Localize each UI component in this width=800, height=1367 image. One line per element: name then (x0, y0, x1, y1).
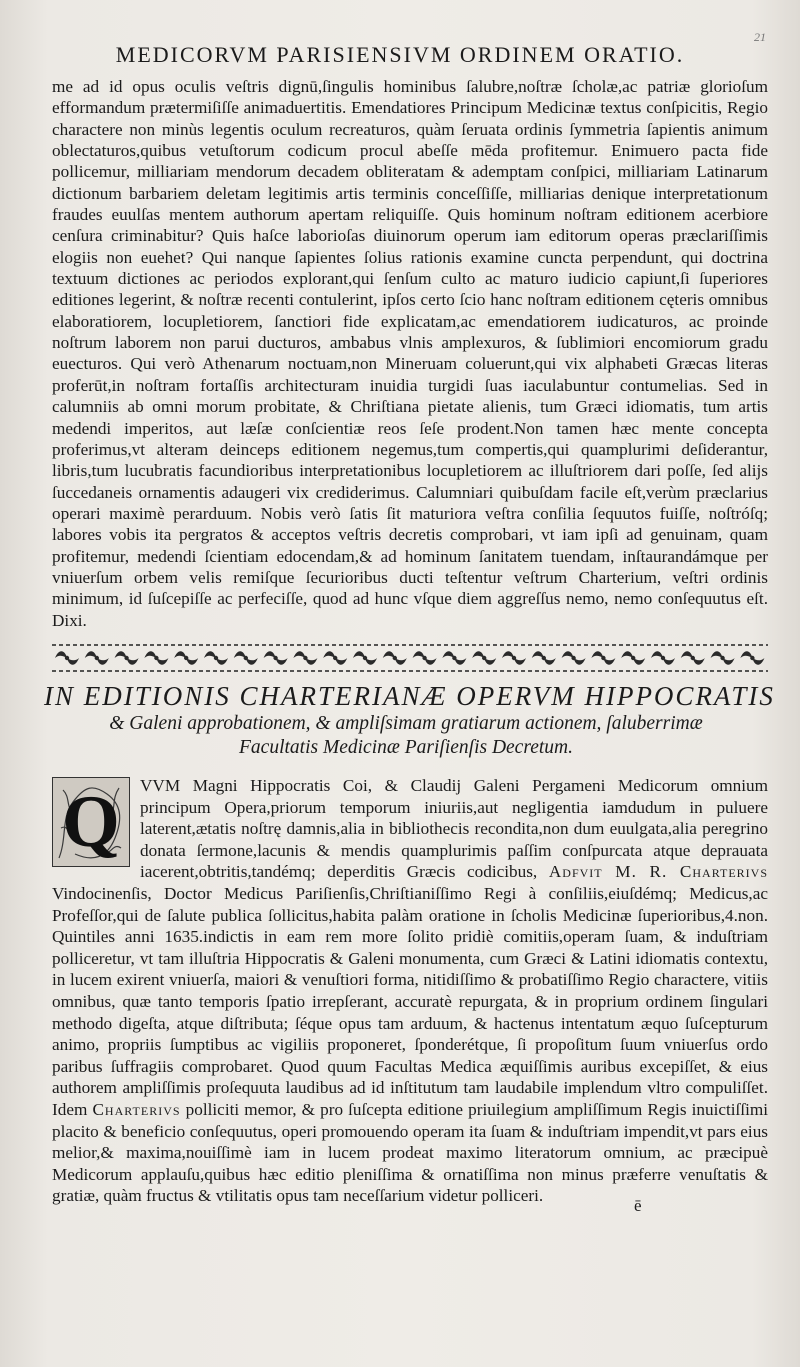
fleuron-dot-icon (720, 656, 724, 660)
fleuron-dot-icon (303, 656, 307, 660)
fleuron-dot-icon (601, 656, 605, 660)
fleuron-dot-icon (95, 656, 99, 660)
folio-number: 21 (754, 30, 766, 44)
oration-paragraph: me ad id opus oculis veſtris dignū,ſingulis hominibus ſalubre,noſtræ ſcholæ,ac patriæ glorioſum efformandum prætermiſiſſe animaduertitis. Emendatiores Principum Medicinæ textus conſpicitis, Regio charactere non minùs legentis oculum recreaturos, quàm ſeruata ordinis ſymmetria ſapientis animum oblectaturos,quibus vetuſtorum codicum procul abeſſe mēda profitemur. Enimuero pacta fide pollicemur, milliariam mendorum decadem obliteratam & ademptam conſpici, milliariam Latinarum dictionum barbariem deletam legitimis artis terminis conceſſiſſe, milliarias denique interpretationum fraudes euulſas mentem authorum apertam reliquiſſe. Quis hominum noſtram editionem acerbiore cenſura criminabitur? Quis haſce laborioſas diuinorum operum iam editorum operas præclariſſimis elogiis non euehet? Qui nanque ſapientes ſolius rationis examine cuncta perpendunt, qui doctrina textuum dictiones ac periodos explorant,qui ſenſum culto ac maturo iudicio capiunt,ſi ſuperiores editiones legerint, & noſtræ recenti contulerint, ipſos certo ſcio hanc noſtram editionem cęteris omnibus elaboratiorem, locupletiorem, ſanctiori fide explicatam,ac emendatiorem iudicaturos, ac proinde noſtrum laborem non parui ducturos, ambabus vlnis amplexuros, & ſublimiori encomiorum gradu euecturos. Qui verò Athenarum noctuam,non Mineruam coluerunt,qui vix alphabeti Græcas literas proferūt,in noſtram fortaſſis architecturam inuidia turgidi ſuas iaculabuntur contumelias. Sed in calumniis ab omni morum probitate, & Chriſtiana pietate alienis, tum Græci idiomatis, tum artis medendi imperitos, aut læſæ conſcientiæ reos ſeſe prodent.Non tamen hæc mente concepta proferimus,vt alteram deinceps editionem negemus,tum compertis,qui quamplurimi deſiderantur, libris,tum lucubratis facundioribus interpretationibus locupletiorem ac illuſtriorem dari poſſe, ſed alijs ſuccedaneis ornamentis adaugeri vix crediderimus. Calumniari quibuſdam facile eſt,verùm præclarius operari maximè perarduum. Nobis verò ſatis ſit maturiora veſtra conſilia ſequutos fuiſſe, noſtróſq; labores vobis ita pergratos & acceptos veſtris decretis comprobari, vt iam ipſi ad genuinam, quam profitemur, medendi ſcientiam edocendam,& ad hominum ſanitatem tuendam, inſtaurandámque per vniuerſum orbem velis remiſque ſecurioribus ducti teſtentur veſtrum Charterium, veſtri ordinis minimum, id ſuſcepiſſe ac perfeciſſe, quod ad hunc vſque diem aggreſſus nemo, nemo conſequutus eſt. Dixi. (52, 77, 768, 630)
decree-name-charterius: Charterivs (92, 1099, 181, 1119)
fleuron-dot-icon (661, 656, 665, 660)
fleuron-dot-icon (244, 656, 248, 660)
oration-text-block (52, 76, 768, 631)
fleuron-dot-icon (363, 656, 367, 660)
fleuron-dot-icon (184, 656, 188, 660)
decree-name-adfuit: Adfvit M. R. Charterivs (548, 862, 769, 882)
decree-title-line-3: Facultatis Medicinæ Pariſienſis Decretum. (239, 737, 573, 758)
fleuron-dot-icon (482, 656, 486, 660)
decree-text-part-3: polliciti memor, & pro ſuſcepta editione priuilegium ampliſſimum Regis inuictiſſimi placito & beneficio conſequutus, operi promouendo operam ita ſuam & induſtriam impendit,vt pars eius melior,& maxima,nouiſſimè iam in lucem prodeat maximo literatorum omnium, ac præcipuè Medicorum applauſu,quibus hæc editio pleniſſima & ornatiſſima non minus præferre venuſtatis & gratiæ, quàm fructus & vtilitatis opus tam neceſſarium videtur polliceri. (52, 1099, 769, 1206)
decorated-initial (52, 777, 130, 867)
ornamental-border (52, 641, 768, 675)
decree-title (44, 680, 775, 760)
fleuron-dot-icon (273, 656, 277, 660)
fleuron-dot-icon (393, 656, 397, 660)
fleuron-dot-icon (422, 656, 426, 660)
fleuron-dot-icon (65, 656, 69, 660)
fleuron-dot-icon (154, 656, 158, 660)
decree-text-part-1: VVM Magni Hippocratis Coi, & Claudij Galeni Pergameni Medicorum omnium principum Opera,priorum temporum iniuriis,aut negligentia iamdudum in puluere laterent,ætatis noſtrę damnis,alia in bibliothecis recondita,non dum euulgata,alia peregrino donata ſermone,lacunis & mendis quamplurimis paſſim conſpurcata atque deprauata iacerent,obtritis,tandémq; deperditis Græcis codicibus, (140, 776, 768, 882)
fleuron-dot-icon (691, 656, 695, 660)
fleuron-dot-icon (512, 656, 516, 660)
fleuron-dot-icon (214, 656, 218, 660)
initial-letter: Q (62, 781, 120, 863)
running-head: MEDICORVM PARISIENSIVM ORDINEM ORATIO. (115, 42, 685, 67)
fleuron-dot-icon (333, 656, 337, 660)
fleuron-dot-icon (542, 656, 546, 660)
decree-title-line-1: IN EDITIONIS CHARTERIANÆ OPERVM HIPPOCRATIS (44, 681, 775, 711)
catchword: ē (634, 1196, 642, 1215)
fleuron-dot-icon (631, 656, 635, 660)
decree-text-block (52, 775, 768, 1207)
fleuron-dot-icon (452, 656, 456, 660)
fleuron-dot-icon (124, 656, 128, 660)
decree-text-part-2: Vindocinenſis, Doctor Medicus Pariſienſis,Chriſtianiſſimo Regi à conſiliis,eiuſdémq; Medicus,ac Profeſſor,qui de ſalute publica ſollicitus,habita palàm oratione in ſcholis Medicinæ ſuperioribus,4.non. Quintiles anni 1635.indictis in eam rem more ſolito pridiè comitiis,operam ſuam, & induſtriam polliceretur, vt tam illuſtria Hippocratis & Galeni monumenta, cum Græci & Latini idiomatis contextu, in lucem exirent vniuerſa, maiori & venuſtiori forma, nitidiſſimo & probatiſſimo Regio charactere, vitiis omnibus, quæ tanto temporis ſpatio irrepſerant, accuratè repurgata, & in proprium ordinem ſingulari methodo digeſta, atque diſtributa; ſéque opus tam arduum, & hactenus intentatum æquo ſuſcepturum animo, propriis ſumptibus ac vigiliis proponeret, ſponderétque, ſi propoſitum ſuum vniuerſus ordo paribus ſuffragiis comprobaret. Quod quum Facultas Medica æquiſſimis auribus excepiſſet, & eius authorem ampliſſimis proſequuta laudibus ad id inſtitutum tam laudabile implendum vltro compuliſſet. Idem (52, 883, 768, 1119)
fleuron-dot-icon (571, 656, 575, 660)
fleuron-dot-icon (750, 656, 754, 660)
decree-title-line-2: & Galeni approbationem, & ampliſsimam gratiarum actionem, ſaluberrimæ (109, 713, 703, 734)
